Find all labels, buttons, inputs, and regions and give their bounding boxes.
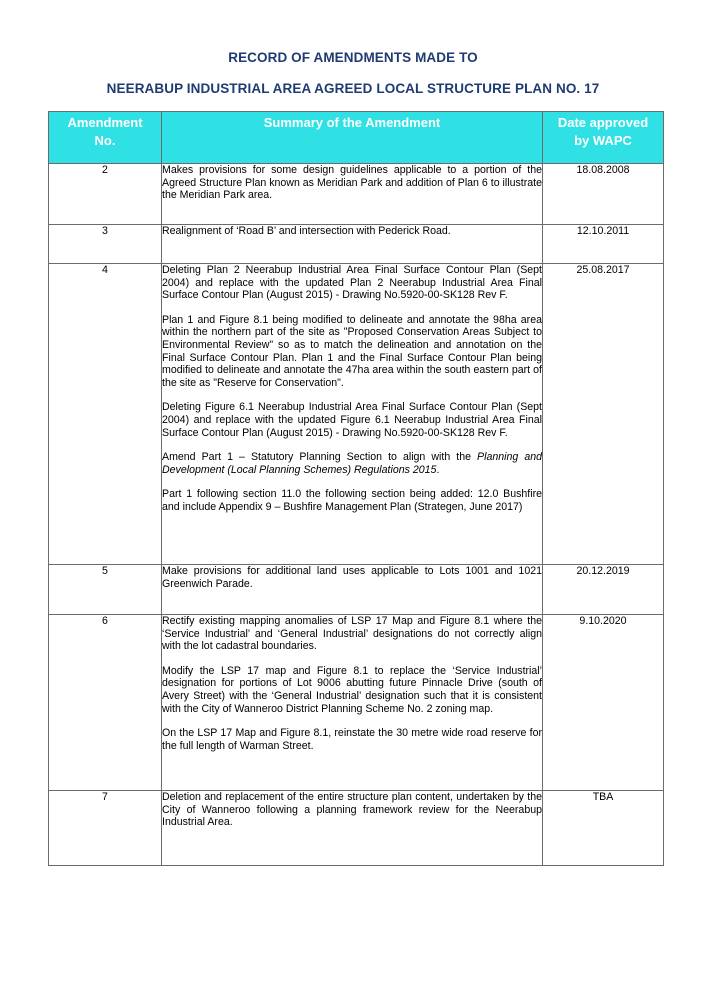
summary-paragraph: Deleting Plan 2 Neerabup Industrial Area Final Surface Contour Plan (Sept 2004) and replace with the updated Plan 2 Neerabup Industrial Area Final Surface Contour Plan (August 2015) - Drawing No.5920-00-SK128 Rev F. xyxy=(162,264,542,302)
document-title-line-2: NEERABUP INDUSTRIAL AREA AGREED LOCAL STRUCTURE PLAN NO. 17 xyxy=(106,81,600,96)
amendment-summary xyxy=(162,164,543,225)
summary-paragraph: Deletion and replacement of the entire structure plan content, undertaken by the City of Wanneroo following a planning framework review for the Neerabup Industrial Area. xyxy=(162,791,542,829)
approval-date: 12.10.2011 xyxy=(543,225,664,264)
amendment-summary xyxy=(162,264,543,565)
header-amendment-no xyxy=(49,112,162,164)
amendment-number: 6 xyxy=(49,615,162,791)
table-row xyxy=(49,225,664,264)
amendments-table xyxy=(48,111,664,866)
header-amendment-no-line-1: Amendment xyxy=(67,115,143,130)
table-row xyxy=(49,615,664,791)
summary-paragraph: Part 1 following section 11.0 the following section being added: 12.0 Bushfire and include Appendix 9 – Bushfire Management Plan (Strategen, June 2017) xyxy=(162,488,542,513)
summary-text: Amend Part 1 – Statutory Planning Section to align with the xyxy=(162,451,478,464)
amendment-number: 2 xyxy=(49,164,162,225)
approval-date: TBA xyxy=(543,791,664,866)
summary-paragraph: Modify the LSP 17 map and Figure 8.1 to replace the ‘Service Industrial’ designation for portions of Lot 9006 abutting future Pinnacle Drive (south of Avery Street) with the ‘General Industrial’ designation such that it is consistent with the City of Wanneroo District Planning Scheme No. 2 zoning map. xyxy=(162,664,542,715)
amendment-number: 3 xyxy=(49,225,162,264)
regulations-title: Planning and Development (Local Planning Schemes) Regulations 2015 xyxy=(162,451,543,476)
amendment-summary xyxy=(162,565,543,615)
table-row xyxy=(49,264,664,565)
document-title-line-1: RECORD OF AMENDMENTS MADE TO xyxy=(228,50,478,65)
table-row xyxy=(49,164,664,225)
amendment-number: 7 xyxy=(49,791,162,866)
summary-paragraph xyxy=(162,451,542,476)
header-summary: Summary of the Amendment xyxy=(162,112,543,164)
amendment-summary xyxy=(162,615,543,791)
approval-date: 9.10.2020 xyxy=(543,615,664,791)
summary-paragraph: Rectify existing mapping anomalies of LSP 17 Map and Figure 8.1 where the ‘Service Industrial’ and ‘General Industrial’ designations do not correctly align with the lot cadastral boundaries. xyxy=(162,615,542,653)
summary-paragraph: Make provisions for additional land uses applicable to Lots 1001 and 1021 Greenwich Parade. xyxy=(162,565,542,590)
summary-paragraph: Deleting Figure 6.1 Neerabup Industrial Area Final Surface Contour Plan (Sept 2004) and replace with the updated Figure 6.1 Neerabup Industrial Area Final Surface Contour Plan (August 2015) - Drawing No.5920-00-SK128 Rev F. xyxy=(162,401,542,439)
header-amendment-no-line-2: No. xyxy=(94,133,116,148)
amendment-number: 4 xyxy=(49,264,162,565)
table-header-row xyxy=(49,112,664,164)
header-date-approved xyxy=(543,112,664,164)
approval-date: 25.08.2017 xyxy=(543,264,664,565)
approval-date: 20.12.2019 xyxy=(543,565,664,615)
approval-date: 18.08.2008 xyxy=(543,164,664,225)
summary-text: . xyxy=(436,463,440,476)
table-row xyxy=(49,791,664,866)
header-date-line-1: Date approved xyxy=(557,115,649,130)
summary-paragraph: Plan 1 and Figure 8.1 being modified to delineate and annotate the 98ha area within the northern part of the site as "Proposed Conservation Areas Subject to Environmental Review" so as to match the delineation and annotation on the Final Surface Contour Plan. Plan 1 and the Final Surface Contour Plan being modified to delineate and annotate the 47ha area within the south eastern part of the site as "Reserve for Conservation". xyxy=(162,313,542,389)
summary-paragraph: On the LSP 17 Map and Figure 8.1, reinstate the 30 metre wide road reserve for the full length of Warman Street. xyxy=(162,727,542,752)
header-date-line-2: by WAPC xyxy=(574,133,632,148)
summary-paragraph: Makes provisions for some design guidelines applicable to a portion of the Agreed Structure Plan known as Meridian Park and addition of Plan 6 to illustrate the Meridian Park area. xyxy=(162,164,542,202)
summary-paragraph: Realignment of ‘Road B’ and intersection with Pederick Road. xyxy=(162,225,451,237)
amendment-summary xyxy=(162,791,543,866)
amendment-summary xyxy=(162,225,543,264)
amendment-number: 5 xyxy=(49,565,162,615)
table-row xyxy=(49,565,664,615)
